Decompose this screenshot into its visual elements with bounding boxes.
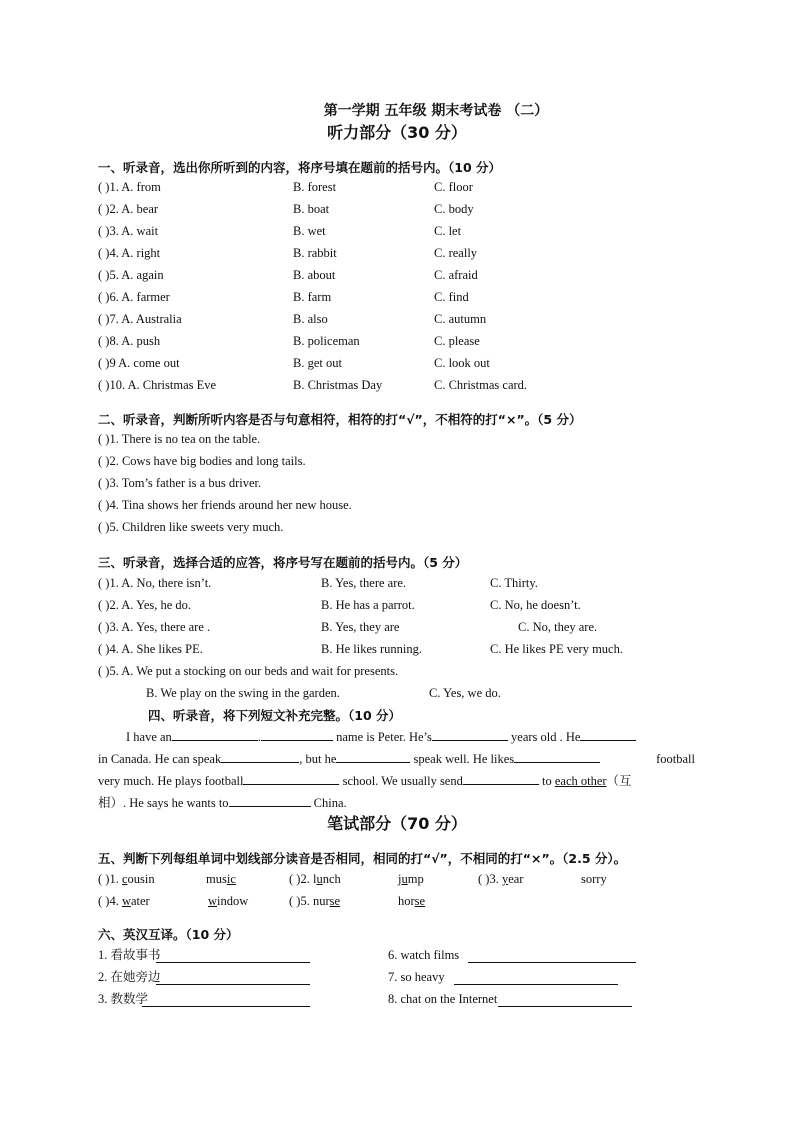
word-part: ear: [508, 872, 524, 886]
option-b: B. also: [293, 312, 328, 326]
passage-text: 相）. He says he wants to: [98, 796, 229, 810]
chinese-phrase: 1. 看故事书: [98, 948, 161, 962]
phonics-word: [208, 890, 248, 912]
section2-heading: 二、听录音，判断所听内容是否与句意相符，相符的打“√”，不相符的打“×”。（5 分）: [98, 412, 582, 427]
section5-heading: 五、判断下列每组单词中划线部分读音是否相同，相同的打“√”，不相同的打“×”。（2.5 分）。: [98, 851, 627, 866]
passage-text: to: [541, 774, 552, 788]
passage-text: speak well. He likes: [413, 752, 515, 766]
option-b: B. about: [293, 268, 336, 282]
word-part: ( )3.: [478, 872, 502, 886]
option-b: B. get out: [293, 356, 342, 370]
option-a: ( )9 A. come out: [98, 356, 180, 370]
option-c: C. floor: [434, 180, 473, 194]
passage-text: （互: [606, 774, 632, 788]
option-b: B. forest: [293, 180, 337, 194]
option-a: ( )2. A. Yes, he do.: [98, 598, 192, 612]
word-part: mus: [206, 872, 227, 886]
listening-part-heading: 听力部分（30 分）: [327, 123, 467, 142]
answer-blank[interactable]: [172, 726, 258, 741]
phonics-word: [398, 868, 424, 890]
phonics-word: [98, 890, 150, 912]
answer-blank[interactable]: [156, 970, 310, 985]
option-b: B. Yes, they are: [321, 620, 400, 634]
chinese-phrase: 2. 在她旁边: [98, 970, 161, 984]
answer-blank[interactable]: [221, 748, 299, 763]
option-b: B. He likes running.: [321, 642, 423, 656]
phonics-word: [398, 890, 425, 912]
passage-text: school. We usually send: [342, 774, 463, 788]
answer-blank[interactable]: [261, 726, 333, 741]
answer-blank[interactable]: [432, 726, 508, 741]
answer-blank[interactable]: [468, 948, 636, 963]
passage-text: very much. He plays football: [98, 774, 244, 788]
chinese-phrase: 3. 教数学: [98, 992, 149, 1006]
answer-blank[interactable]: [336, 748, 410, 763]
underlined-letters: w: [208, 894, 218, 908]
answer-blank[interactable]: [229, 792, 311, 807]
option-c: C. please: [434, 334, 480, 348]
passage-text: I have an: [126, 730, 172, 744]
option-a: ( )5. A. again: [98, 268, 164, 282]
answer-blank[interactable]: [142, 992, 310, 1007]
item5-option-b: B. We play on the swing in the garden.: [146, 686, 340, 700]
option-a: ( )3. A. wait: [98, 224, 159, 238]
word-part: ousin: [127, 872, 155, 886]
option-c: C. let: [434, 224, 462, 238]
underlined-phrase: each other: [554, 774, 607, 788]
word-part: sorry: [581, 872, 607, 886]
option-a: ( )7. A. Australia: [98, 312, 182, 326]
phonics-word: [98, 868, 155, 890]
answer-blank[interactable]: [156, 948, 310, 963]
underlined-letters: u: [316, 872, 323, 886]
underlined-letters: c: [121, 872, 128, 886]
option-a: ( )8. A. push: [98, 334, 161, 348]
passage-text: football: [656, 752, 695, 766]
word-part: j: [398, 872, 402, 886]
written-part-heading: 笔试部分（70 分）: [327, 814, 467, 833]
answer-blank[interactable]: [454, 970, 618, 985]
phonics-word: [581, 868, 607, 890]
answer-blank[interactable]: [243, 770, 339, 785]
word-part: nch: [322, 872, 341, 886]
option-a: ( )2. A. bear: [98, 202, 159, 216]
passage-text: name is Peter. He’s: [336, 730, 432, 744]
word-part: ( )5. nur: [289, 894, 330, 908]
option-c: C. afraid: [434, 268, 478, 282]
option-c: C. He likes PE very much.: [490, 642, 623, 656]
section3-heading: 三、听录音，选择合适的应答，将序号写在题前的括号内。（5 分）: [98, 555, 468, 570]
statement-text: ( )5. Children like sweets very much.: [98, 520, 284, 534]
option-b: B. wet: [293, 224, 326, 238]
option-b: B. Christmas Day: [293, 378, 383, 392]
option-c: C. find: [434, 290, 469, 304]
word-part: ater: [130, 894, 150, 908]
phonics-word: [478, 868, 523, 890]
answer-blank[interactable]: [498, 992, 632, 1007]
item5-option-a: ( )5. A. We put a stocking on our beds and wait for presents.: [98, 664, 399, 678]
word-part: mp: [407, 872, 424, 886]
section1-heading: 一、听录音，选出你所听到的内容，将序号填在题前的括号内。（10 分）: [98, 160, 501, 175]
option-b: B. rabbit: [293, 246, 337, 260]
answer-blank[interactable]: [463, 770, 539, 785]
option-a: ( )6. A. farmer: [98, 290, 170, 304]
english-phrase: 7. so heavy: [388, 970, 445, 984]
option-c: C. autumn: [434, 312, 487, 326]
answer-blank[interactable]: [514, 748, 600, 763]
phonics-word: [206, 868, 236, 890]
option-c: C. Christmas card.: [434, 378, 528, 392]
item5-option-c: C. Yes, we do.: [429, 686, 501, 700]
section6-heading: 六、英汉互译。（10 分）: [98, 927, 239, 942]
option-c: C. No, he doesn’t.: [490, 598, 581, 612]
word-part: ( )2. l: [289, 872, 317, 886]
option-c: C. Thirty.: [490, 576, 538, 590]
underlined-letters: se: [329, 894, 341, 908]
underlined-letters: u: [401, 872, 408, 886]
word-part: indow: [217, 894, 249, 908]
option-a: ( )1. A. No, there isn’t.: [98, 576, 212, 590]
word-part: ( )1.: [98, 872, 122, 886]
statement-text: ( )1. There is no tea on the table.: [98, 432, 261, 446]
answer-blank[interactable]: [580, 726, 636, 741]
passage-text: in Canada. He can speak: [98, 752, 222, 766]
phonics-word: [289, 890, 340, 912]
option-c: C. look out: [434, 356, 490, 370]
statement-text: ( )2. Cows have big bodies and long tails.: [98, 454, 306, 468]
option-b: B. boat: [293, 202, 330, 216]
english-phrase: 8. chat on the Internet: [388, 992, 498, 1006]
word-part: hor: [398, 894, 415, 908]
underlined-letters: ic: [226, 872, 236, 886]
section4-heading: 四、听录音，将下列短文补充完整。（10 分）: [148, 708, 401, 723]
underlined-letters: se: [414, 894, 426, 908]
option-c: C. No, they are.: [518, 620, 598, 634]
option-a: ( )4. A. right: [98, 246, 161, 260]
phonics-word: [289, 868, 341, 890]
option-b: B. farm: [293, 290, 332, 304]
option-c: C. really: [434, 246, 478, 260]
option-a: ( )4. A. She likes PE.: [98, 642, 203, 656]
option-b: B. Yes, there are.: [321, 576, 407, 590]
underlined-letters: w: [121, 894, 131, 908]
passage-text: , but he: [299, 752, 337, 766]
exam-title: 第一学期 五年级 期末考试卷 （二）: [323, 103, 549, 119]
option-c: C. body: [434, 202, 474, 216]
underlined-letters: y: [501, 872, 509, 886]
english-phrase: 6. watch films: [388, 948, 460, 962]
passage-text: China.: [313, 796, 347, 810]
cloze-passage: I have an . name is Peter. He’s years old . He in Canada. He can speak , but he speak well. He likes football very much. He plays football school. We usually send to each other（互 相）. He says he wants to China.: [98, 726, 695, 814]
word-part: ( )4.: [98, 894, 122, 908]
statement-text: ( )3. Tom’s father is a bus driver.: [98, 476, 262, 490]
option-a: ( )1. A. from: [98, 180, 161, 194]
option-a: ( )10. A. Christmas Eve: [98, 378, 217, 392]
option-b: B. He has a parrot.: [321, 598, 415, 612]
statement-text: ( )4. Tina shows her friends around her new house.: [98, 498, 352, 512]
passage-text: years old . He: [511, 730, 581, 744]
option-b: B. policeman: [293, 334, 360, 348]
option-a: ( )3. A. Yes, there are .: [98, 620, 211, 634]
